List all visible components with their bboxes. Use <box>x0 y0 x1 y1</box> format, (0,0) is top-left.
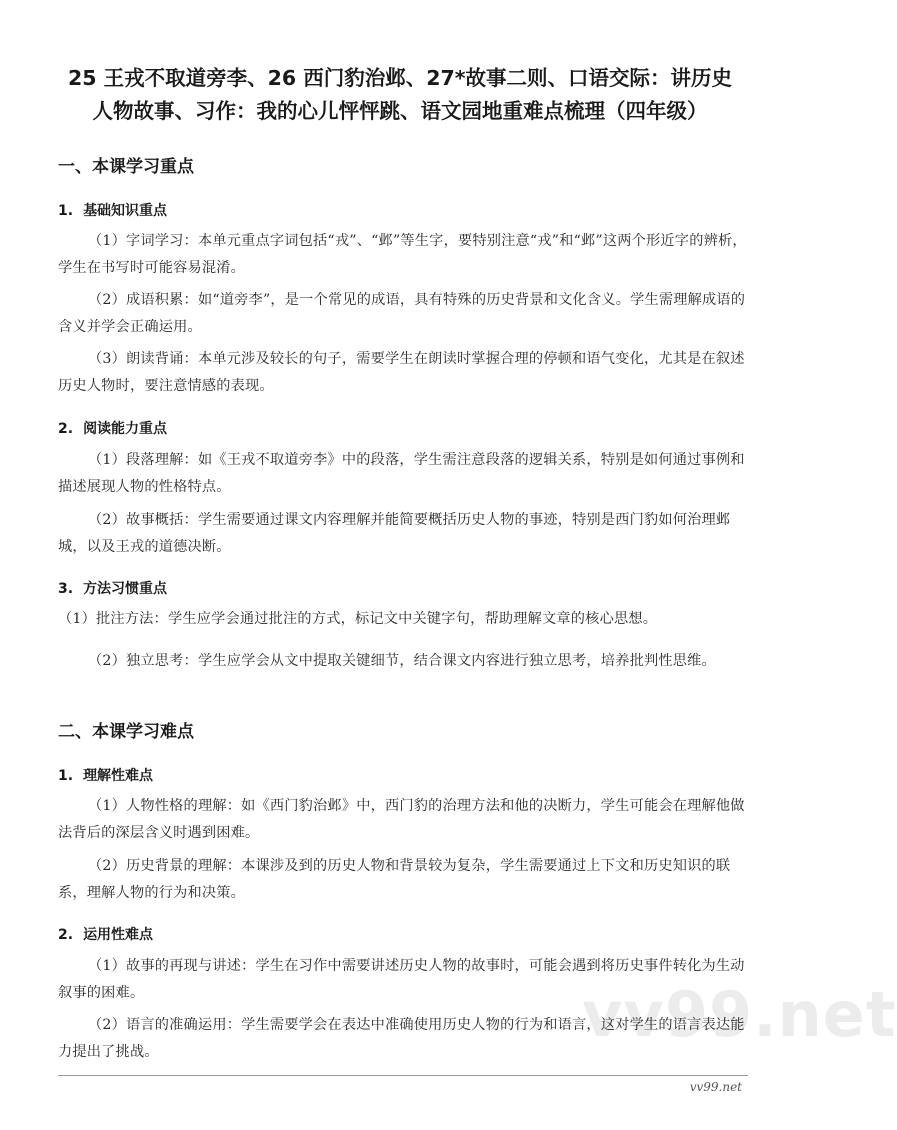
paragraph: （1）段落理解：如《王戎不取道旁李》中的段落，学生需注意段落的逻辑关系，特别是如何通过事例和描述展现人物的性格特点。 <box>58 452 745 495</box>
subsection-heading <box>58 579 167 599</box>
section-heading: 一、本课学习重点 <box>58 157 194 177</box>
title-line-2: 人物故事、习作：我的心儿怦怦跳、语文园地重难点梳理（四年级） <box>92 99 708 123</box>
paragraph: （2）故事概括：学生需要通过课文内容理解并能简要概括历史人物的事迹，特别是西门豹如何治理邺城，以及王戎的道德决断。 <box>58 512 731 555</box>
paragraph: （1）人物性格的理解：如《西门豹治邺》中，西门豹的治理方法和他的决断力，学生可能会在理解他做法背后的深层含义时遇到困难。 <box>58 798 745 841</box>
paragraph: （1）批注方法：学生应学会通过批注的方式，标记文中关键字句，帮助理解文章的核心思想。 <box>58 611 658 627</box>
subsection-title: 理解性难点 <box>83 768 154 784</box>
footer-divider <box>58 1075 748 1076</box>
subsection-heading <box>58 419 167 439</box>
paragraph: （2）语言的准确运用：学生需要学会在表达中准确使用历史人物的行为和语言，这对学生的语言表达能力提出了挑战。 <box>58 1017 745 1060</box>
section-heading: 二、本课学习难点 <box>58 722 194 742</box>
paragraph: （2）历史背景的理解：本课涉及到的历史人物和背景较为复杂，学生需要通过上下文和历史知识的联系，理解人物的行为和决策。 <box>58 858 731 901</box>
subsection-title: 运用性难点 <box>83 927 154 943</box>
subsection-heading <box>58 766 153 786</box>
subsection-heading <box>58 201 167 221</box>
subsection-title: 阅读能力重点 <box>83 421 168 437</box>
paragraph: （2）成语积累：如“道旁李”，是一个常见的成语，具有特殊的历史背景和文化含义。学生需理解成语的含义并学会正确运用。 <box>58 292 746 335</box>
paragraph: （3）朗读背诵：本单元涉及较长的句子，需要学生在朗读时掌握合理的停顿和语气变化，尤其是在叙述历史人物时，要注意情感的表现。 <box>58 351 745 394</box>
subsection-heading <box>58 925 153 945</box>
paragraph: （1）故事的再现与讲述：学生在习作中需要讲述历史人物的故事时，可能会遇到将历史事件转化为生动叙事的困难。 <box>58 958 745 1001</box>
subsection-number: 2. <box>58 927 74 943</box>
subsection-title: 方法习惯重点 <box>83 581 168 597</box>
footer-site-link[interactable]: vv99.net <box>689 1080 742 1094</box>
subsection-number: 2. <box>58 421 74 437</box>
subsection-number: 1. <box>58 768 74 784</box>
subsection-title: 基础知识重点 <box>83 203 168 219</box>
subsection-number: 3. <box>58 581 74 597</box>
subsection-number: 1. <box>58 203 74 219</box>
page-title <box>40 62 760 128</box>
paragraph: （2）独立思考：学生应学会从文中提取关键细节，结合课文内容进行独立思考，培养批判性思维。 <box>88 653 716 669</box>
watermark: vv99.net <box>582 978 897 1051</box>
title-line-1: 25 王戎不取道旁李、26 西门豹治邺、27*故事二则、口语交际：讲历史 <box>67 66 733 90</box>
paragraph: （1）字词学习：本单元重点字词包括“戎”、“邺”等生字，要特别注意“戎”和“邺”这两个形近字的辨析，学生在书写时可能容易混淆。 <box>58 233 747 276</box>
